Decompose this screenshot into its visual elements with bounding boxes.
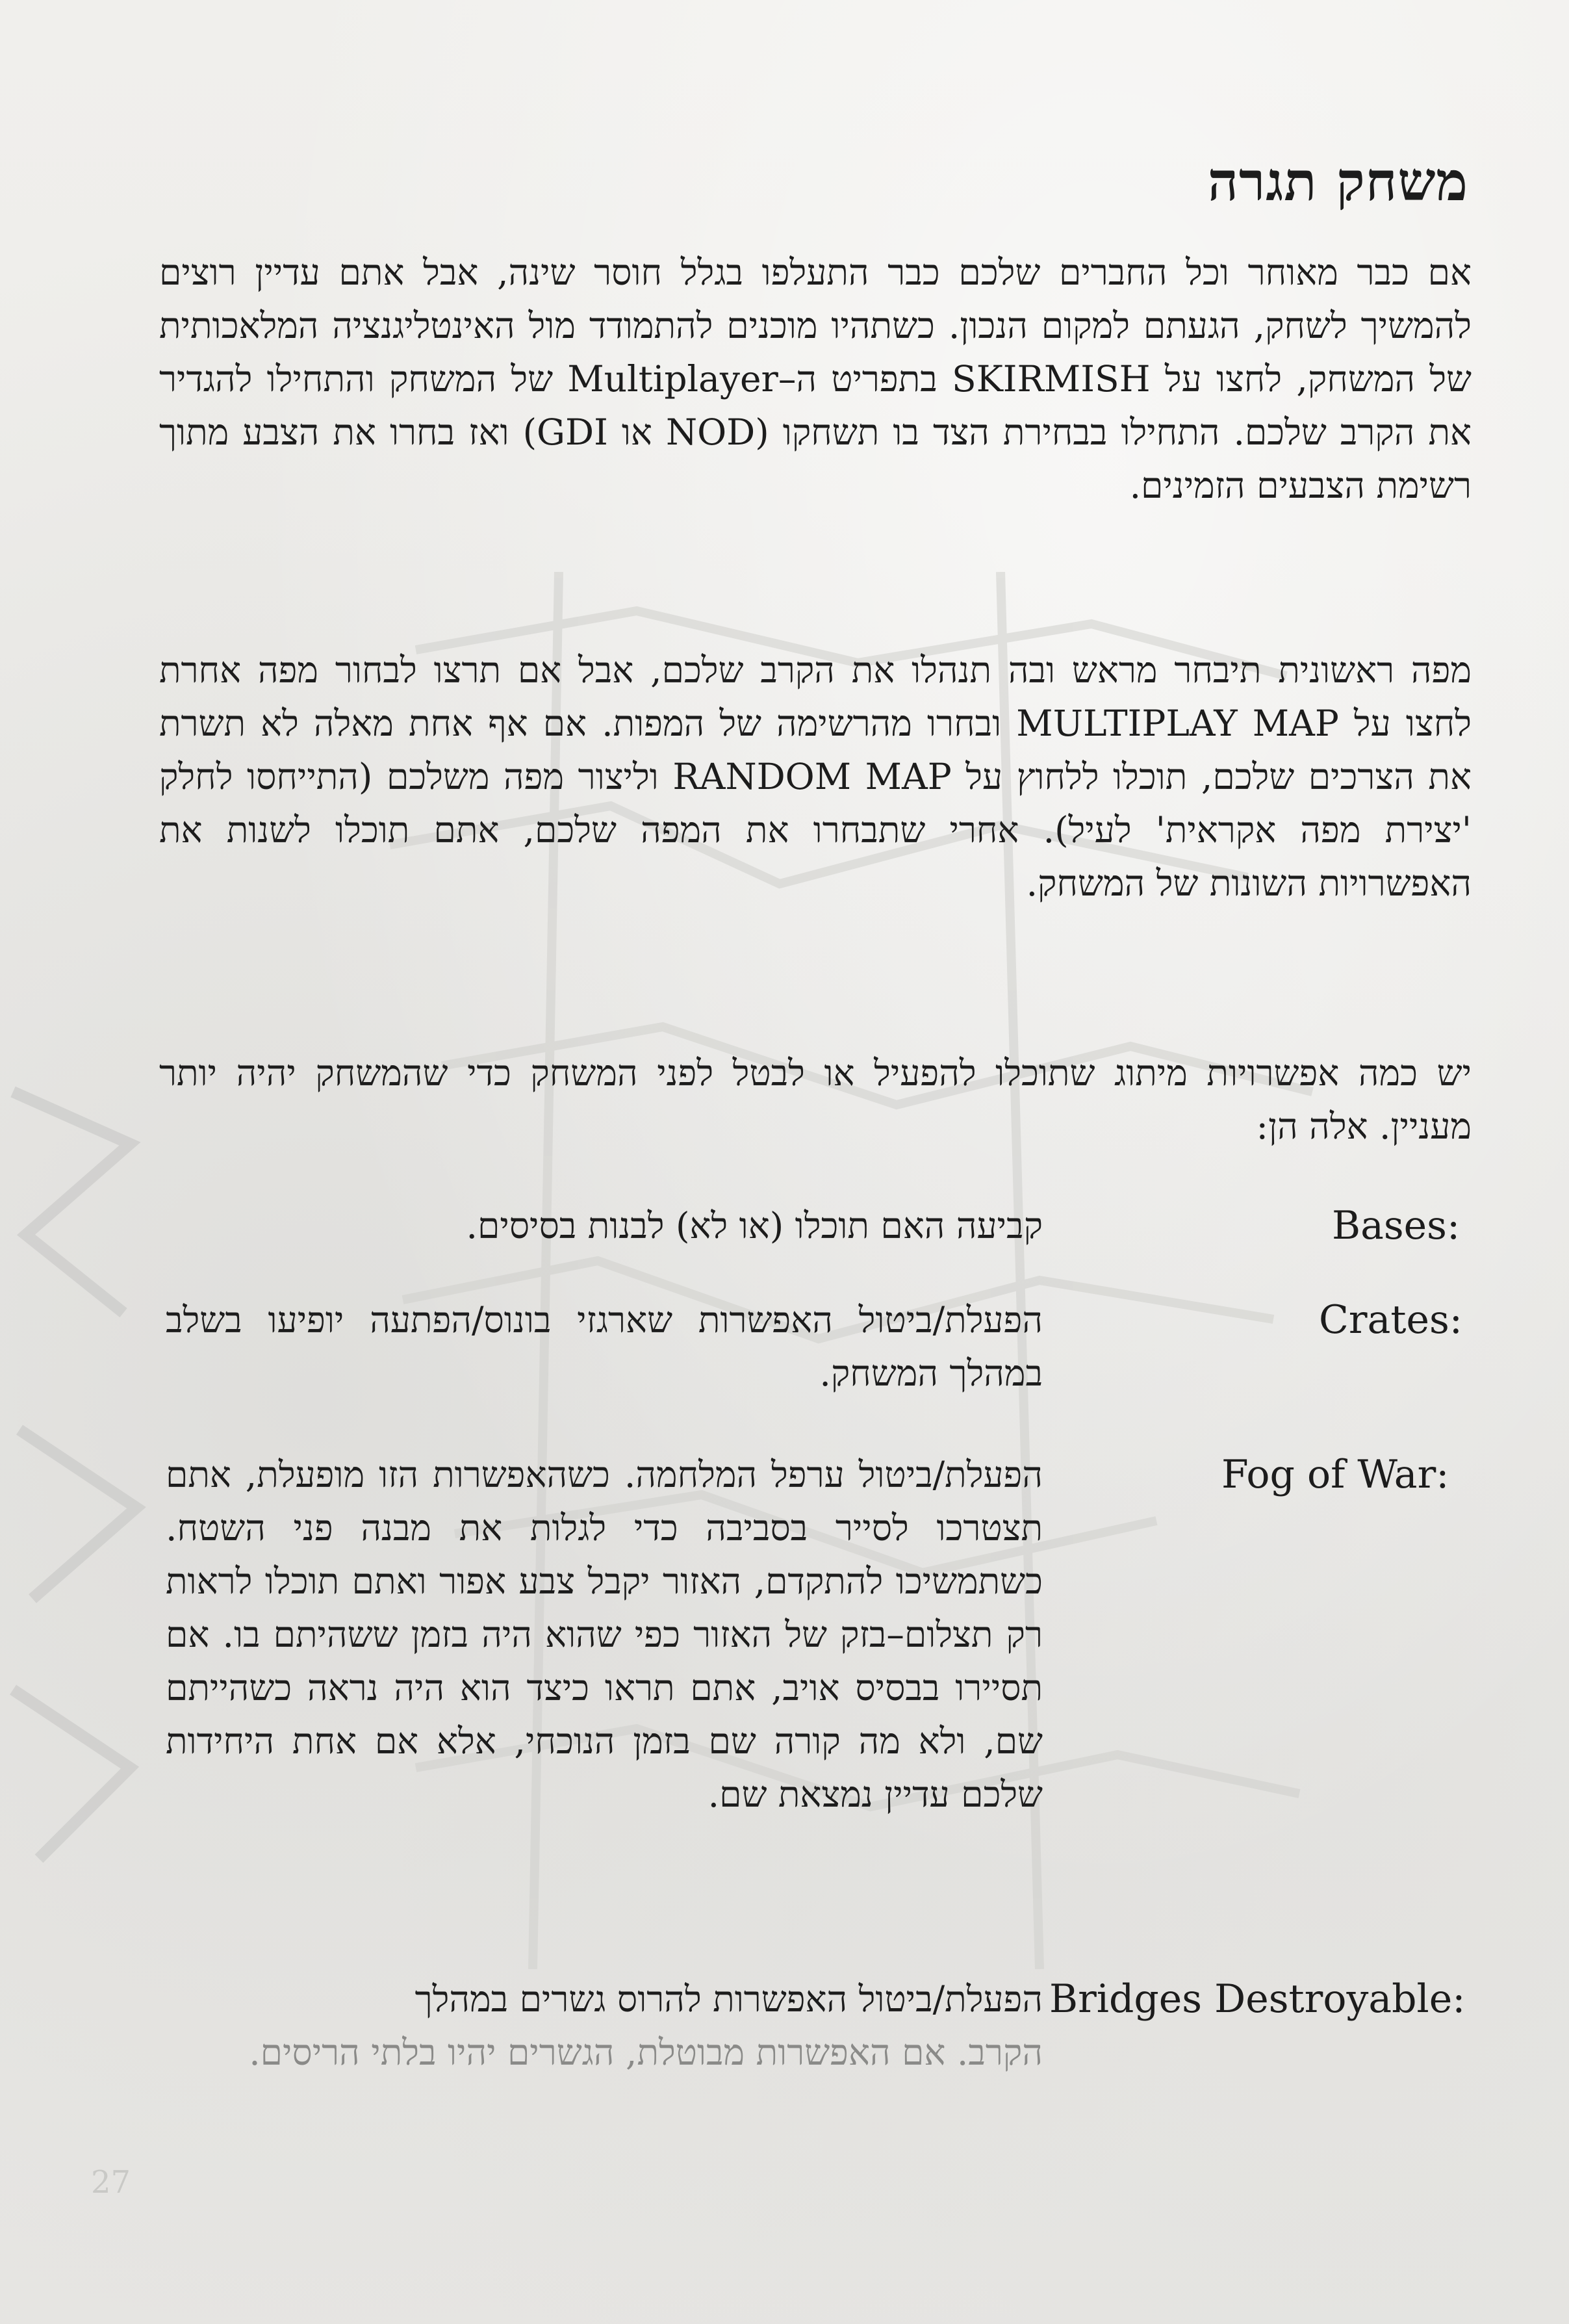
option-desc-fog-of-war: הפעלת/ביטול ערפל המלחמה. כשהאפשרות הזו מופעלת, אתם תצטרכו לסייר בסביבה כדי לגלות את מבנה פני השטח. כשתמשיכו להתקדם, האזור יקבל צבע אפור ואתם תוכלו לראות רק תצלום–בזק של האזור כפי שהוא היה בזמן ששהיתם בו. אם תסיירו בבסיס אויב, אתם תראו כיצד הוא היה נראה כשהייתם שם, ולא מה קורה שם בזמן הנוכחי, אלא אם אחת היחידות שלכם עדיין נמצאת שם. — [166, 1454, 1043, 1815]
option-term-crates: Crates: — [1319, 1297, 1462, 1343]
paragraph-skirmish-intro: אם כבר מאוחר וכל החברים שלכם כבר התעלפו בגלל חוסר שינה, אבל אתם עדיין רוצים להמשיך לשחק, הגעתם למקום הנכון. כשתהיו מוכנים להתמודד מול האינטליגנציה המלאכותית של המשחק, לחצו על SKIRMISH בתפריט ה–Multiplayer של המשחק והתחילו להגדיר את הקרב שלכם. התחילו בבחירת הצד בו תשחקו (NOD או GDI) ואז בחרו את הצבע מתוך רשימת הצבעים הזמינים. — [159, 252, 1472, 506]
page-title: משחק תגרה — [1207, 151, 1468, 213]
option-term-fog-of-war: Fog of War: — [1221, 1452, 1449, 1497]
option-desc-bridges-faded: הקרב. אם האפשרות מבוטלת, הגשרים יהיו בלתי הריסים. — [249, 2032, 1043, 2073]
option-term-bridges-destroyable: Bridges Destroyable: — [1049, 1976, 1466, 2022]
option-desc-bases: קביעה האם תוכלו (או לא) לבנות בסיסים. — [466, 1205, 1043, 1246]
option-desc-crates: הפעלת/ביטול האפשרות שארגזי בונוס/הפתעה יופיעו בשלב במהלך המשחק. — [166, 1299, 1043, 1394]
paragraph-toggle-options: יש כמה אפשרויות מיתוג שתוכלו להפעיל או לבטל לפני המשחק כדי שהמשחק יהיה יותר מעניין. אלה הן: — [159, 1052, 1472, 1147]
page-number: 27 — [91, 2164, 131, 2201]
bleed-through-left-edge — [0, 1040, 156, 1885]
option-desc-bridges-line1: הפעלת/ביטול האפשרות להרוס גשרים במהלך — [415, 1978, 1043, 2020]
option-term-bases: Bases: — [1332, 1203, 1461, 1248]
paragraph-map-selection: מפה ראשונית תיבחר מראש ובה תנהלו את הקרב שלכם, אבל אם תרצו לבחור מפה אחרת לחצו על MULTIPLAY MAP ובחרו מהרשימה של המפות. אם אף אחת מאלה לא תשרת את הצרכים שלכם, תוכלו ללחוץ על RANDOM MAP וליצור מפה משלכם (התייחסו לחלק 'יצירת מפה אקראית' לעיל). אחרי שתבחרו את המפה שלכם, אתם תוכלו לשנות את האפשרויות השונות של המשחק. — [159, 649, 1472, 904]
